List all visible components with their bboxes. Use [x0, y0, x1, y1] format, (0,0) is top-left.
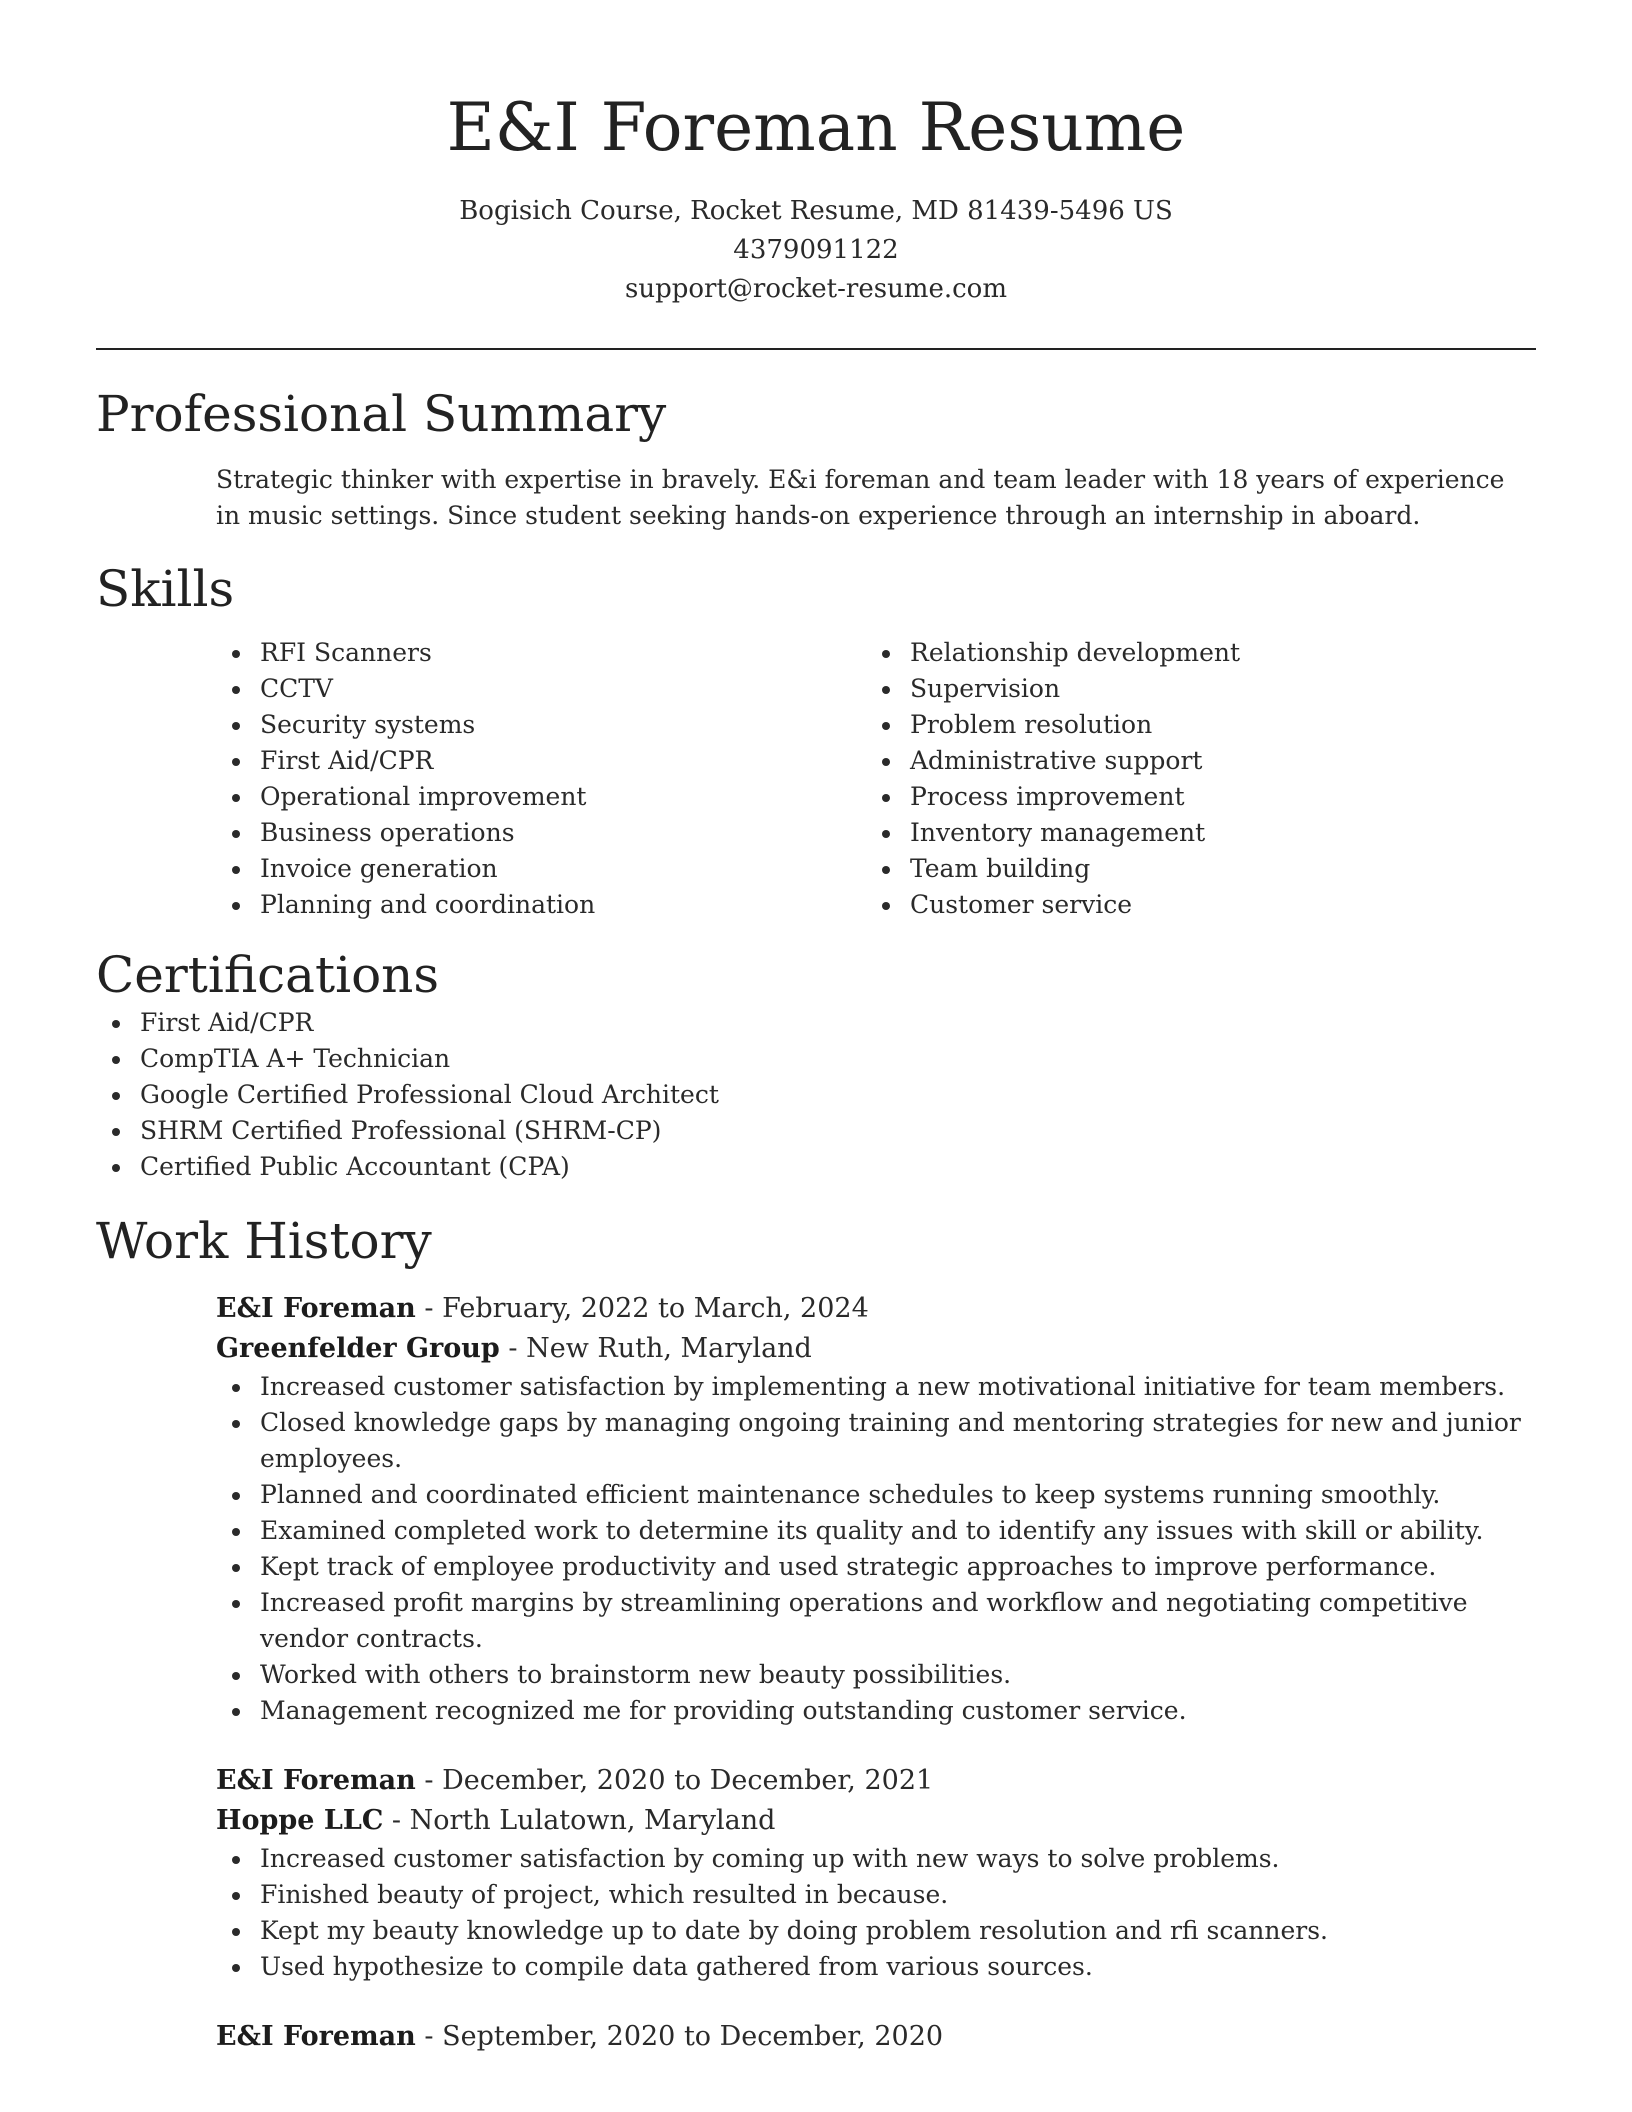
- job-separator: -: [499, 1333, 527, 1364]
- job-company: Hoppe LLC: [216, 1805, 384, 1836]
- skills-heading: Skills: [96, 560, 235, 618]
- job-duty: Closed knowledge gaps by managing ongoing training and mentoring strategies for new and junior employees.: [216, 1405, 1536, 1477]
- job-duty: Planned and coordinated efficient maintenance schedules to keep systems running smoothly.: [216, 1477, 1536, 1513]
- resume-title: E&I Foreman Resume: [446, 89, 1186, 166]
- work-history-section: [96, 1211, 1536, 2057]
- job-duty: Increased profit margins by streamlining operations and workflow and negotiating competitive vendor contracts.: [216, 1585, 1536, 1657]
- skills-list-left: [216, 635, 866, 923]
- resume-page: [96, 0, 1536, 2112]
- skill-item: First Aid/CPR: [216, 743, 866, 779]
- job-separator: -: [383, 1805, 410, 1836]
- certification-item: Google Certified Professional Cloud Architect: [96, 1077, 1536, 1113]
- job-entry: [216, 2017, 1536, 2057]
- skill-item: Process improvement: [866, 779, 1516, 815]
- skill-item: Operational improvement: [216, 779, 866, 815]
- skills-list-right: [866, 635, 1516, 923]
- job-duty: Examined completed work to determine its quality and to identify any issues with skill or ability.: [216, 1513, 1536, 1549]
- job-dates: September, 2020 to December, 2020: [442, 2021, 944, 2052]
- work-history-heading: Work History: [96, 1212, 432, 1270]
- job-duty: Finished beauty of project, which resulted in because.: [216, 1877, 1536, 1913]
- job-duty: Increased customer satisfaction by implementing a new motivational initiative for team members.: [216, 1369, 1536, 1405]
- skill-item: Administrative support: [866, 743, 1516, 779]
- certification-item: SHRM Certified Professional (SHRM-CP): [96, 1113, 1536, 1149]
- job-duty: Kept my beauty knowledge up to date by doing problem resolution and rfi scanners.: [216, 1913, 1536, 1949]
- header-divider: [96, 348, 1536, 350]
- job-duties-list: [216, 1841, 1536, 1985]
- skill-item: Invoice generation: [216, 851, 866, 887]
- job-duty: Worked with others to brainstorm new beauty possibilities.: [216, 1657, 1536, 1693]
- skill-item: Business operations: [216, 815, 866, 851]
- job-location: New Ruth, Maryland: [526, 1333, 812, 1364]
- skill-item: Security systems: [216, 707, 866, 743]
- skill-item: CCTV: [216, 671, 866, 707]
- job-title-line: [216, 1761, 1536, 1801]
- job-company-line: [216, 1801, 1536, 1841]
- skill-item: Inventory management: [866, 815, 1516, 851]
- job-duty: Used hypothesize to compile data gathered from various sources.: [216, 1949, 1536, 1985]
- contact-email: support@rocket-resume.com: [624, 274, 1007, 304]
- job-duty: Management recognized me for providing outstanding customer service.: [216, 1693, 1536, 1729]
- summary-text: Strategic thinker with expertise in bravely. E&i foreman and team leader with 18 years of experience in music settings. Since student seeking hands-on experience through an internship in aboard.: [216, 465, 1505, 530]
- job-duty: Kept track of employee productivity and used strategic approaches to improve performance.: [216, 1549, 1536, 1585]
- skill-item: Supervision: [866, 671, 1516, 707]
- job-title: E&I Foreman: [216, 1765, 416, 1796]
- job-title-line: [216, 2017, 1536, 2057]
- contact-address: Bogisich Course, Rocket Resume, MD 81439-5496 US: [459, 196, 1173, 226]
- skill-item: Team building: [866, 851, 1516, 887]
- job-duties-list: [216, 1369, 1536, 1729]
- summary-section: [96, 384, 1536, 534]
- job-separator: -: [415, 1293, 443, 1324]
- skill-item: Relationship development: [866, 635, 1516, 671]
- job-company-line: [216, 1329, 1536, 1369]
- summary-heading: Professional Summary: [96, 385, 667, 443]
- certifications-list: [96, 1005, 1536, 1185]
- job-separator: -: [415, 2021, 443, 2052]
- certifications-section: [96, 945, 1536, 1185]
- skill-item: Customer service: [866, 887, 1516, 923]
- job-location: North Lulatown, Maryland: [409, 1805, 776, 1836]
- certification-item: CompTIA A+ Technician: [96, 1041, 1536, 1077]
- job-entry: [216, 1761, 1536, 1985]
- contact-phone: 4379091122: [733, 235, 899, 265]
- certification-item: First Aid/CPR: [96, 1005, 1536, 1041]
- job-title: E&I Foreman: [216, 2021, 416, 2052]
- job-title-line: [216, 1289, 1536, 1329]
- skill-item: RFI Scanners: [216, 635, 866, 671]
- contact-block: [96, 192, 1536, 309]
- certification-item: Certified Public Accountant (CPA): [96, 1149, 1536, 1185]
- job-title: E&I Foreman: [216, 1293, 416, 1324]
- job-company: Greenfelder Group: [216, 1333, 500, 1364]
- skills-section: [96, 559, 1536, 923]
- job-dates: December, 2020 to December, 2021: [442, 1765, 934, 1796]
- job-entry: [216, 1289, 1536, 1729]
- job-duty: Increased customer satisfaction by coming up with new ways to solve problems.: [216, 1841, 1536, 1877]
- skill-item: Planning and coordination: [216, 887, 866, 923]
- resume-header: [96, 0, 1536, 309]
- skill-item: Problem resolution: [866, 707, 1516, 743]
- certifications-heading: Certifications: [96, 946, 440, 1004]
- skills-columns: [216, 635, 1536, 923]
- job-dates: February, 2022 to March, 2024: [442, 1293, 869, 1324]
- job-separator: -: [415, 1765, 443, 1796]
